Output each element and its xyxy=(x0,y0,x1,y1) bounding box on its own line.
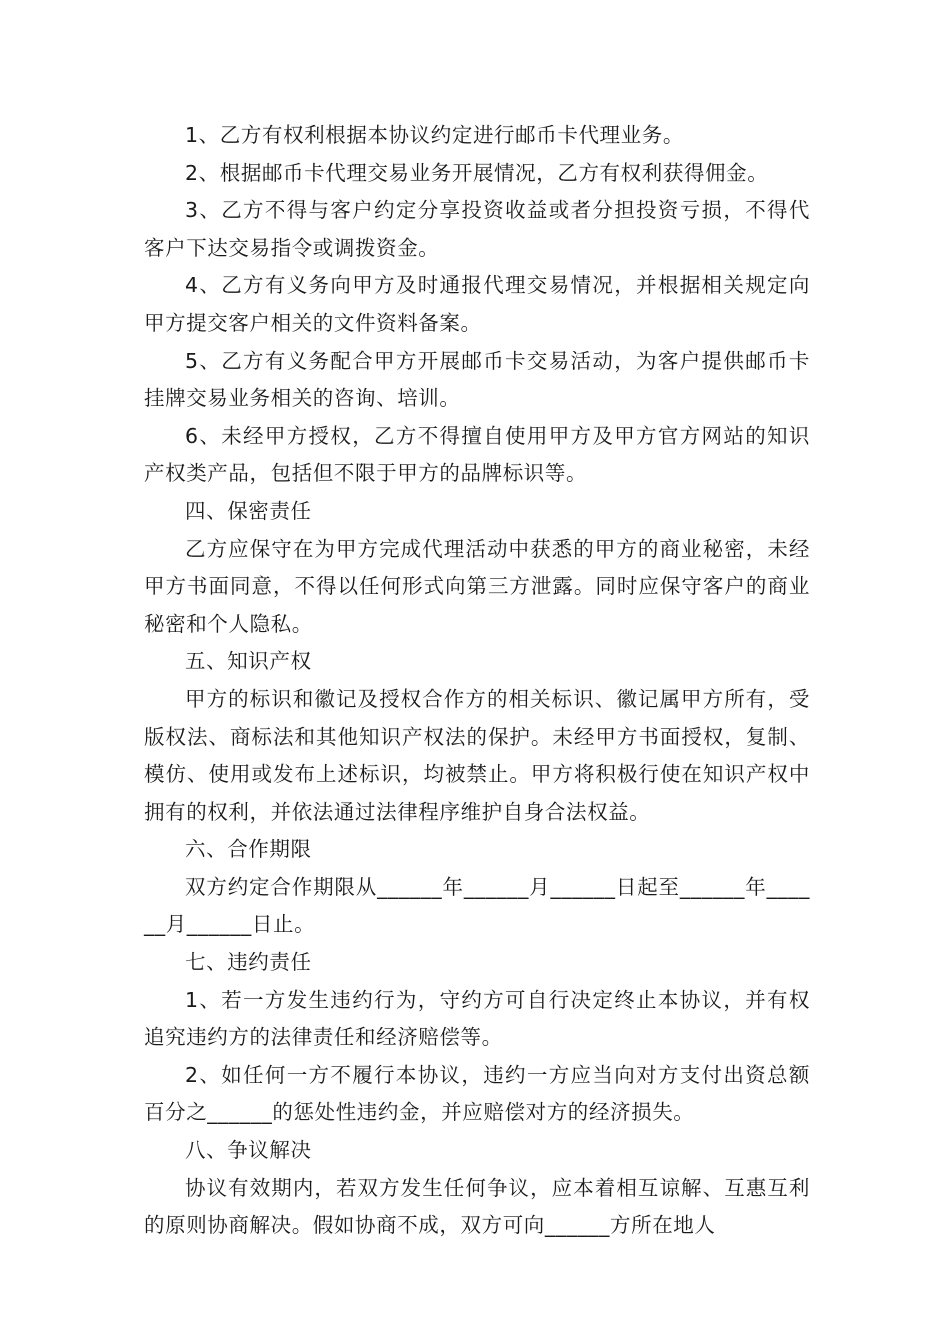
section-7-item-2: 2、如任何一方不履行本协议，违约一方应当向对方支付出资总额百分之______的惩处性违约金，并应赔偿对方的经济损失。 xyxy=(144,1062,810,1125)
section-7-item-1: 1、若一方发生违约行为，守约方可自行决定终止本协议，并有权追究违约方的法律责任和经济赔偿等。 xyxy=(144,987,810,1050)
section-7-heading: 七、违约责任 xyxy=(185,950,312,975)
clause-b-right-1: 1、乙方有权利根据本协议约定进行邮币卡代理业务。 xyxy=(185,123,684,147)
section-5-heading: 五、知识产权 xyxy=(185,649,312,674)
section-6-body: 双方约定合作期限从______年______月______日起至______年______月______日止。 xyxy=(144,874,810,937)
clause-b-duty-4: 4、乙方有义务向甲方及时通报代理交易情况，并根据相关规定向甲方提交客户相关的文件资料备案。 xyxy=(144,273,810,335)
section-4-body: 乙方应保守在为甲方完成代理活动中获悉的甲方的商业秘密，未经甲方书面同意，不得以任何形式向第三方泄露。同时应保守客户的商业秘密和个人隐私。 xyxy=(144,536,810,636)
section-8-body: 协议有效期内，若双方发生任何争议，应本着相互谅解、互惠互利的原则协商解决。假如协商不成，双方可向______方所在地人 xyxy=(144,1175,810,1238)
section-8-heading: 八、争议解决 xyxy=(185,1138,312,1163)
section-6-heading: 六、合作期限 xyxy=(185,837,312,862)
document-body xyxy=(144,117,810,1245)
clause-b-duty-5: 5、乙方有义务配合甲方开展邮币卡交易活动，为客户提供邮币卡挂牌交易业务相关的咨询、培训。 xyxy=(144,348,810,411)
clause-b-duty-3: 3、乙方不得与客户约定分享投资收益或者分担投资亏损，不得代客户下达交易指令或调拨资金。 xyxy=(144,198,810,260)
section-4-heading: 四、保密责任 xyxy=(185,498,312,523)
clause-b-right-2: 2、根据邮币卡代理交易业务开展情况，乙方有权利获得佣金。 xyxy=(185,160,769,185)
section-5-body: 甲方的标识和徽记及授权合作方的相关标识、徽记属甲方所有，受版权法、商标法和其他知识产权法的保护。未经甲方书面授权，复制、模仿、使用或发布上述标识，均被禁止。甲方将积极行使在知识产权中拥有的权利，并依法通过法律程序维护自身合法权益。 xyxy=(144,686,810,824)
clause-b-duty-6: 6、未经甲方授权，乙方不得擅自使用甲方及甲方官方网站的知识产权类产品，包括但不限于甲方的品牌标识等。 xyxy=(144,423,810,486)
